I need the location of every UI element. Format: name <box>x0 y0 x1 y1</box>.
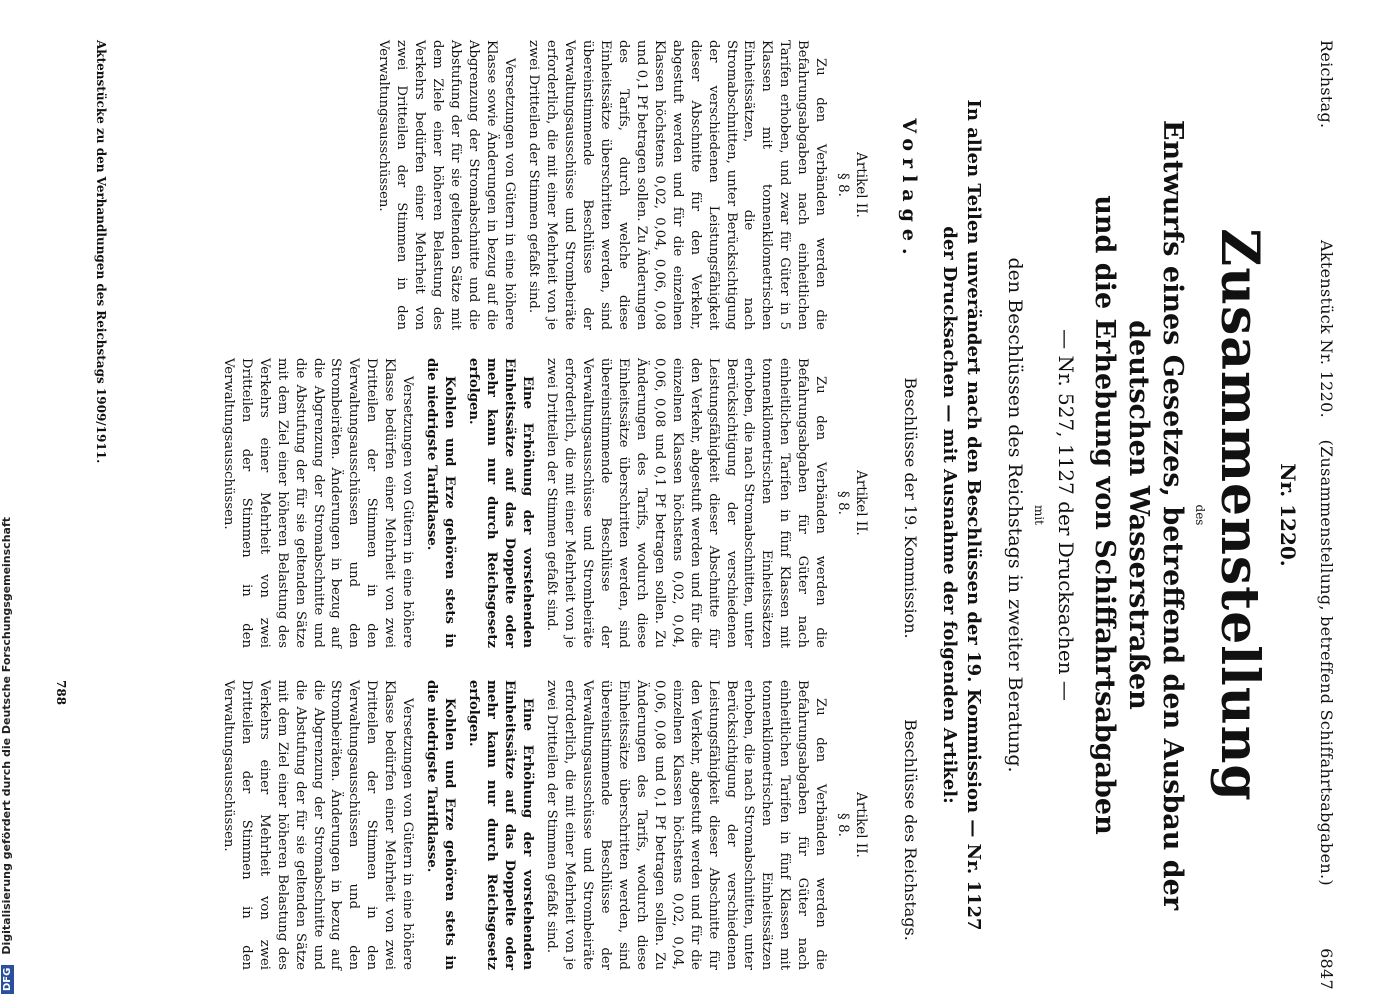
article-heading: Artikel II. <box>853 152 869 218</box>
column-reichstag <box>213 680 870 970</box>
header-aktenstueck-number: Aktenstück Nr. 1220. <box>1317 240 1336 419</box>
digitization-note <box>0 0 22 1000</box>
paragraph-text: Zu den Verbänden werden die Befahrungsabgaben für Güter nach einheitlichen Tarifen in fünf Klassen mit tonnenkilometrischen Einheitssätzen erhoben, die nach Stromabschnitten, unter Berücksichtigung der verschiedenen Leistungsfähigkeit dieser Abschnitte für den Verkehr, abgestuft werden und für die einzelnen Klassen höchstens 0,02, 0,04, 0,06, 0,08 und 0,1 Pf betragen sollen. Zu Änderungen des Tarifs, wodurch diese Einheitssätze überschritten werden, sind übereinstimmende Beschlüsse der Verwaltungsausschüsse und Strombeiräte erforderlich, die mit einer Mehrheit von je zwei Dritteilen der Stimmen gefaßt sind. <box>543 680 829 970</box>
bold-amendment: Eine Erhöhung der vorstehenden Einheitssätze auf das Doppelte oder mehr kann nur durch Reichsgesetz erfolgen. <box>466 680 536 970</box>
subtitle-line-1: Entwurfs eines Gesetzes, betreffend den Ausbau der deutschen Wasserstraßen <box>1123 119 1188 911</box>
running-header <box>1306 40 1336 990</box>
unchanged-notice <box>936 60 985 970</box>
title-des: des <box>1192 504 1207 526</box>
column-vorlage <box>368 40 870 330</box>
bold-amendment: Kohlen und Erze gehören stets in die niedrigste Tarifklasse. <box>424 680 458 970</box>
unchanged-notice-line-2: der Drucksachen — mit Ausnahme der folgenden Artikel: <box>938 226 960 804</box>
paragraph-text: Versetzungen von Gütern in eine höhere Klasse sowie Änderungen in bezug auf die Abgrenzung der Stromabschnitte und die Abstufung der für sie geltenden Sätze mit dem Ziele einer höheren Belastung des Verkehrs bedürfen einer Mehrheit von zwei Dritteilen der Stimmen in den Verwaltungsausschüssen. <box>376 40 518 330</box>
document-number: Nr. 1220. <box>1276 463 1300 567</box>
dfg-logo: DFG <box>1 965 14 994</box>
header-page-number: 6847 <box>1317 948 1336 990</box>
title-mit: mit <box>1031 504 1046 526</box>
footer-page-number: 788 <box>54 680 68 706</box>
unchanged-notice-line-1: In allen Teilen unverändert nach den Beschlüssen der 19. Kommission — Nr. 1127 <box>963 99 984 931</box>
subtitle-line-2: und die Erhebung von Schiffahrtsabgaben <box>1089 195 1121 835</box>
column-heading-kommission: Beschlüsse der 19. Kommission. <box>901 377 920 639</box>
paragraph-text: Zu den Verbänden werden die Befahrungsabgaben für Güter nach einheitlichen Tarifen in fünf Klassen mit tonnenkilometrischen Einheitssätzen erhoben, die nach Stromabschnitten, unter Berücksichtigung der verschiedenen Leistungsfähigkeit dieser Abschnitte für den Verkehr, abgestuft werden und für die einzelnen Klassen höchstens 0,02, 0,04, 0,06, 0,08 und 0,1 Pf betragen sollen. Zu Änderungen des Tarifs, wodurch diese Einheitssätze überschritten werden, sind übereinstimmende Beschlüsse der Verwaltungsausschüsse und Strombeiräte erforderlich, die mit einer Mehrheit von je zwei Dritteilen der Stimmen gefaßt sind. <box>543 358 829 648</box>
digitization-text: Digitalisierung gefördert durch die Deutsche Forschungsgemeinschaft <box>0 516 13 955</box>
footer-aktenstuecke: Aktenstücke zu den Verhandlungen des Reichstags 1909/1911. <box>94 40 108 464</box>
bold-amendment: Kohlen und Erze gehören stets in die niedrigste Tarifklasse. <box>424 358 458 648</box>
column-kommission <box>213 358 870 648</box>
document-page <box>40 40 1340 990</box>
title-block <box>1004 40 1300 990</box>
header-aktenstueck-topic: (Zusammenstellung, betreffend Schiffahrtsabgaben.) <box>1317 439 1336 886</box>
header-reichstag: Reichstag. <box>1317 40 1336 129</box>
decisions-line: den Beschlüssen des Reichstags in zweiter Beratung. <box>1003 257 1026 773</box>
column-headings <box>886 40 920 990</box>
drucksachen-reference: — Nr. 527, 1127 der Drucksachen — <box>1053 329 1078 701</box>
paragraph-heading: § 8. <box>834 491 851 515</box>
paragraph-heading: § 8. <box>834 173 851 197</box>
article-heading: Artikel II. <box>853 470 869 536</box>
paragraph-heading: § 8. <box>834 813 851 837</box>
document-title: Zusammenstellung <box>1209 228 1270 802</box>
column-heading-vorlage: Vorlage. <box>898 118 920 262</box>
column-heading-reichstag: Beschlüsse des Reichstags. <box>901 719 920 941</box>
header-aktenstueck <box>1317 240 1336 886</box>
paragraph-text: Versetzungen von Gütern in eine höhere Klasse bedürfen einer Mehrheit von zwei Dritteilen der Stimmen in den Verwaltungsausschüssen und den Strombeiräten. Änderungen in bezug auf die Abgrenzung der Stromabschnitte und die Abstufung der für sie geltenden Sätze mit dem Ziel einer höheren Belastung des Verkehrs einer Mehrheit von zwei Dritteilen der Stimmen in den Verwaltungsausschüssen. <box>220 358 416 648</box>
paragraph-text: Zu den Verbänden werden die Befahrungsabgaben nach einheitlichen Tarifen erhoben, und zwar für Güter in 5 Klassen mit tonnenkilometrischen Einheitssätzen, die nach Stromabschnitten, unter Berücksichtigung der verschiedenen Leistungsfähigkeit dieser Abschnitte für den Verkehr, abgestuft werden und für die einzelnen Klassen höchstens 0,02, 0,04, 0,06, 0,08 und 0,1 Pf betragen sollen. Zu Änderungen des Tarifs, durch welche diese Einheitssätze überschritten werden, sind übereinstimmende Beschlüsse der Verwaltungsausschüsse und Strombeiräte erforderlich, die mit einer Mehrheit von je zwei Dritteilen der Stimmen gefaßt sind. <box>526 40 829 330</box>
bold-amendment: Eine Erhöhung der vorstehenden Einheitssätze auf das Doppelte oder mehr kann nur durch Reichsgesetz erfolgen. <box>466 358 536 648</box>
paragraph-text: Versetzungen von Gütern in eine höhere Klasse bedürfen einer Mehrheit von zwei Dritteilen der Stimmen in den Verwaltungsausschüssen und den Strombeiräten. Änderungen in bezug auf die Abgrenzung der Stromabschnitte und die Abstufung der für sie geltenden Sätze mit dem Ziel einer höheren Belastung des Verkehrs einer Mehrheit von zwei Dritteilen der Stimmen in den Verwaltungsausschüssen. <box>220 680 416 970</box>
article-heading: Artikel II. <box>853 792 869 858</box>
